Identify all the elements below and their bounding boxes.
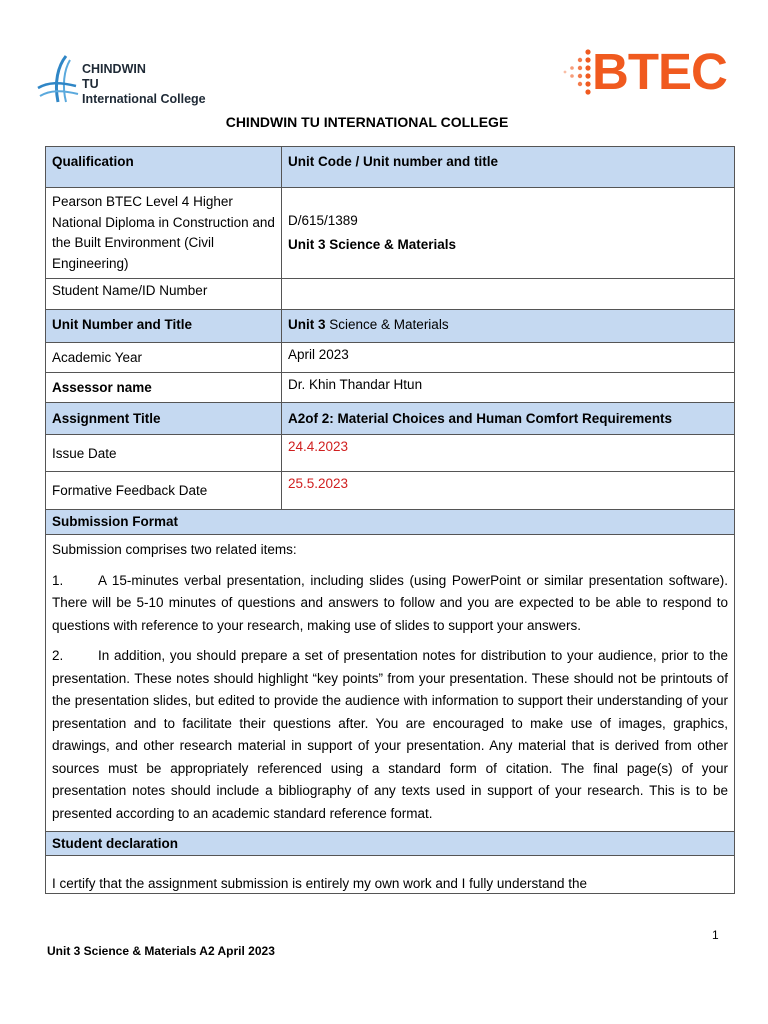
issue-date-label: Issue Date bbox=[46, 435, 282, 472]
academic-year-value: April 2023 bbox=[282, 343, 735, 373]
table-row bbox=[46, 435, 735, 472]
logo-line-1: CHINDWIN bbox=[82, 62, 146, 76]
chindwin-swoosh-icon bbox=[36, 52, 82, 114]
table-row bbox=[46, 147, 735, 188]
issue-date-value: 24.4.2023 bbox=[282, 435, 735, 472]
unit-code-label: Unit Code / Unit number and title bbox=[282, 147, 735, 188]
btec-wordmark: BTEC bbox=[592, 43, 727, 100]
submission-item-2: 2. In addition, you should prepare a set of presentation notes for distribution to your audience, prior to the presentation. These notes should highlight “key points” from your presentation. These should not be printouts of the presentation slides, but edited to provide the audience with information to support their understanding of your presentation and to facilitate their questions after. You are encouraged to make use of images, graphics, drawings, and other research material in support of your presentation. Any material that is derived from other sources must be appropriately referenced using a standard form of citation. The final page(s) of your presentation notes should include a bibliography of any texts used in support of your research. This is to be presented according to an academic standard reference format. bbox=[52, 648, 728, 821]
logo-line-2: TU bbox=[82, 77, 99, 91]
qualification-label: Qualification bbox=[46, 147, 282, 188]
table-row bbox=[46, 856, 735, 894]
student-name-label: Student Name/ID Number bbox=[46, 279, 282, 310]
unit-title-value: Unit 3 Science & Materials bbox=[288, 237, 457, 252]
chindwin-logo bbox=[36, 52, 216, 114]
table-row bbox=[46, 510, 735, 535]
footer-text: Unit 3 Science & Materials A2 April 2023 bbox=[47, 944, 275, 958]
submission-format-label: Submission Format bbox=[46, 510, 735, 535]
table-row bbox=[46, 472, 735, 510]
assessor-value: Dr. Khin Thandar Htun bbox=[282, 373, 735, 403]
logo-line-3: International College bbox=[82, 92, 206, 106]
feedback-date-label: Formative Feedback Date bbox=[46, 472, 282, 510]
table-row bbox=[46, 279, 735, 310]
submission-format-body bbox=[46, 535, 735, 832]
btec-dots-icon bbox=[560, 46, 594, 98]
table-row bbox=[46, 403, 735, 435]
assignment-title-label: Assignment Title bbox=[46, 403, 282, 435]
feedback-date-value: 25.5.2023 bbox=[282, 472, 735, 510]
submission-intro: Submission comprises two related items: bbox=[52, 542, 297, 557]
table-row bbox=[46, 188, 735, 279]
unit-number-value: Unit 3 Science & Materials bbox=[282, 310, 735, 343]
page-number: 1 bbox=[712, 928, 719, 942]
assignment-title-value: A2of 2: Material Choices and Human Comfort Requirements bbox=[282, 403, 735, 435]
declaration-text: I certify that the assignment submission is entirely my own work and I fully understand the bbox=[46, 856, 735, 894]
table-row bbox=[46, 373, 735, 403]
qualification-value: Pearson BTEC Level 4 Higher National Diploma in Construction and the Built Environment (Civil Engineering) bbox=[46, 188, 282, 279]
table-row bbox=[46, 535, 735, 832]
submission-item-1: 1. A 15-minutes verbal presentation, including slides (using PowerPoint or similar presentation software). There will be 5-10 minutes of questions and answers to follow and you are expected to be able to respond to questions with reference to your research, making use of slides to support your answers. bbox=[52, 572, 728, 633]
student-declaration-label: Student declaration bbox=[46, 832, 735, 856]
table-row bbox=[46, 343, 735, 373]
academic-year-label: Academic Year bbox=[46, 343, 282, 373]
assessor-label: Assessor name bbox=[46, 373, 282, 403]
college-title: CHINDWIN TU INTERNATIONAL COLLEGE bbox=[225, 114, 509, 130]
table-row bbox=[46, 832, 735, 856]
unit-code-cell bbox=[282, 188, 735, 279]
table-row bbox=[46, 310, 735, 343]
btec-logo bbox=[560, 43, 742, 104]
unit-code-value: D/615/1389 bbox=[288, 213, 358, 228]
student-name-field[interactable] bbox=[282, 279, 735, 310]
assignment-brief-table bbox=[45, 146, 735, 894]
unit-number-label: Unit Number and Title bbox=[46, 310, 282, 343]
